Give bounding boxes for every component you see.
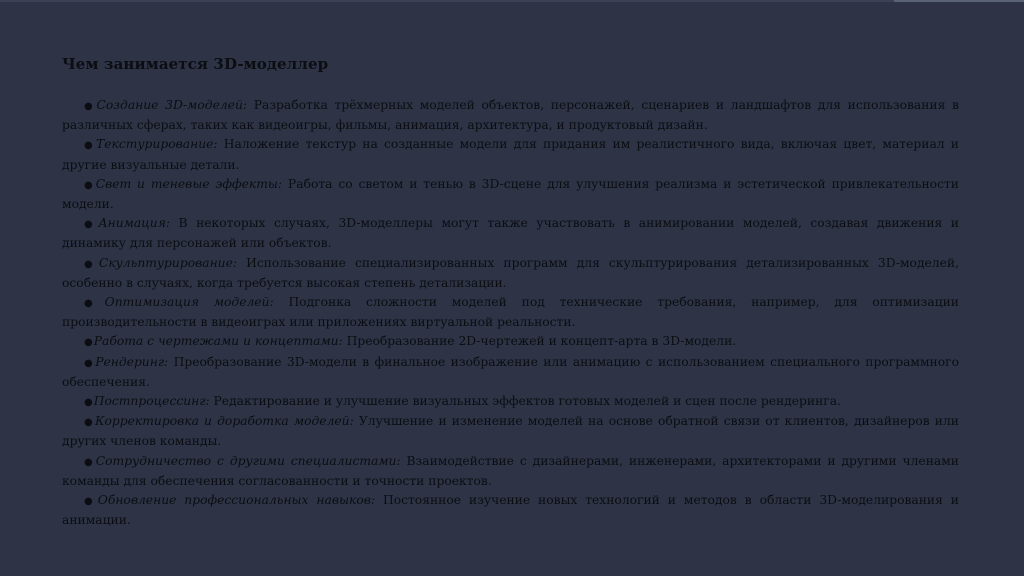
item-text: Редактирование и улучшение визуальных эффектов готовых моделей и сцен после рендеринга. (209, 394, 841, 409)
item-term: Сотрудничество с другими специалистами: (95, 453, 401, 468)
bullet-icon: ● (84, 258, 98, 270)
top-divider-accent (894, 0, 1024, 2)
top-divider (0, 0, 1024, 2)
bullet-icon: ● (84, 496, 97, 508)
list-item (62, 353, 959, 392)
bullet-icon: ● (84, 219, 98, 231)
item-term: Скульптурирование: (98, 255, 238, 270)
item-term: Свет и теневые эффекты: (95, 176, 283, 191)
bullet-icon: ● (84, 397, 93, 409)
item-text: Использование специализированных программ для скульптурирования детализированных 3D-моделей, особенно в случаях, когда требуется высокая степень детализации. (62, 255, 959, 290)
list-item (62, 96, 959, 135)
item-term: Оптимизация моделей: (104, 295, 274, 310)
list-item (62, 175, 959, 214)
bullet-icon: ● (84, 101, 96, 112)
bullet-icon: ● (84, 337, 93, 349)
slide-title: Чем занимается 3D-моделлер (62, 55, 329, 73)
item-text: Подгонка сложности моделей под технические требования, например, для оптимизации производительности в видеоиграх или приложениях виртуальной реальности. (62, 295, 960, 330)
list-item (62, 254, 959, 293)
bullet-icon: ● (84, 417, 94, 429)
bullet-icon: ● (84, 298, 104, 310)
bullet-icon: ● (84, 357, 95, 369)
item-term: Создание 3D-моделей: (96, 98, 248, 112)
bullet-icon: ● (84, 456, 95, 468)
item-term: Работа с чертежами и концептами: (93, 334, 343, 349)
list-item (62, 491, 959, 530)
list-item (62, 293, 959, 332)
list-item (62, 135, 959, 174)
item-text: Работа со светом и тенью в 3D-сцене для улучшения реализма и эстетической привлекательности модели. (62, 176, 959, 212)
item-term: Корректировка и доработка моделей: (94, 414, 354, 429)
list-item (62, 392, 959, 412)
bullet-icon: ● (84, 179, 95, 191)
item-text: Взаимодействие с дизайнерами, инженерами, архитекторами и другими членами команды для обеспечения согласованности и точности проектов. (62, 453, 959, 488)
item-term: Постпроцессинг: (93, 394, 210, 409)
item-text: Преобразование 3D-модели в финальное изображение или анимацию с использованием специального программного обеспечения. (62, 354, 959, 389)
list-item (62, 452, 959, 491)
item-term: Рендеринг: (95, 354, 169, 369)
list-item (62, 412, 959, 451)
list-item (62, 214, 959, 253)
item-text: Разработка трёхмерных моделей объектов, персонажей, сценариев и ландшафтов для использования в различных сферах, таких как видеоигры, фильмы, анимация, архитектура, и продуктовый дизайн. (62, 98, 959, 133)
item-term: Анимация: (98, 216, 170, 231)
item-text: Наложение текстур на созданные модели для придания им реалистичного вида, включая цвет, материал и другие визуальные детали. (62, 137, 960, 172)
item-text: Преобразование 2D-чертежей и концепт-арта в 3D-модели. (342, 334, 737, 349)
item-text: Постоянное изучение новых технологий и методов в области 3D-моделирования и анимации. (62, 493, 959, 528)
bullet-icon: ● (84, 140, 96, 152)
item-term: Обновление профессиональных навыков: (97, 493, 376, 508)
bullet-list (62, 96, 959, 530)
item-text: Улучшение и изменение моделей на основе обратной связи от клиентов, дизайнеров или других членов команды. (62, 414, 959, 449)
item-term: Текстурирование: (96, 137, 218, 152)
list-item (62, 332, 959, 352)
item-text: В некоторых случаях, 3D-моделлеры могут также участвовать в анимировании моделей, создавая движения и динамику для персонажей или объектов. (62, 216, 959, 251)
